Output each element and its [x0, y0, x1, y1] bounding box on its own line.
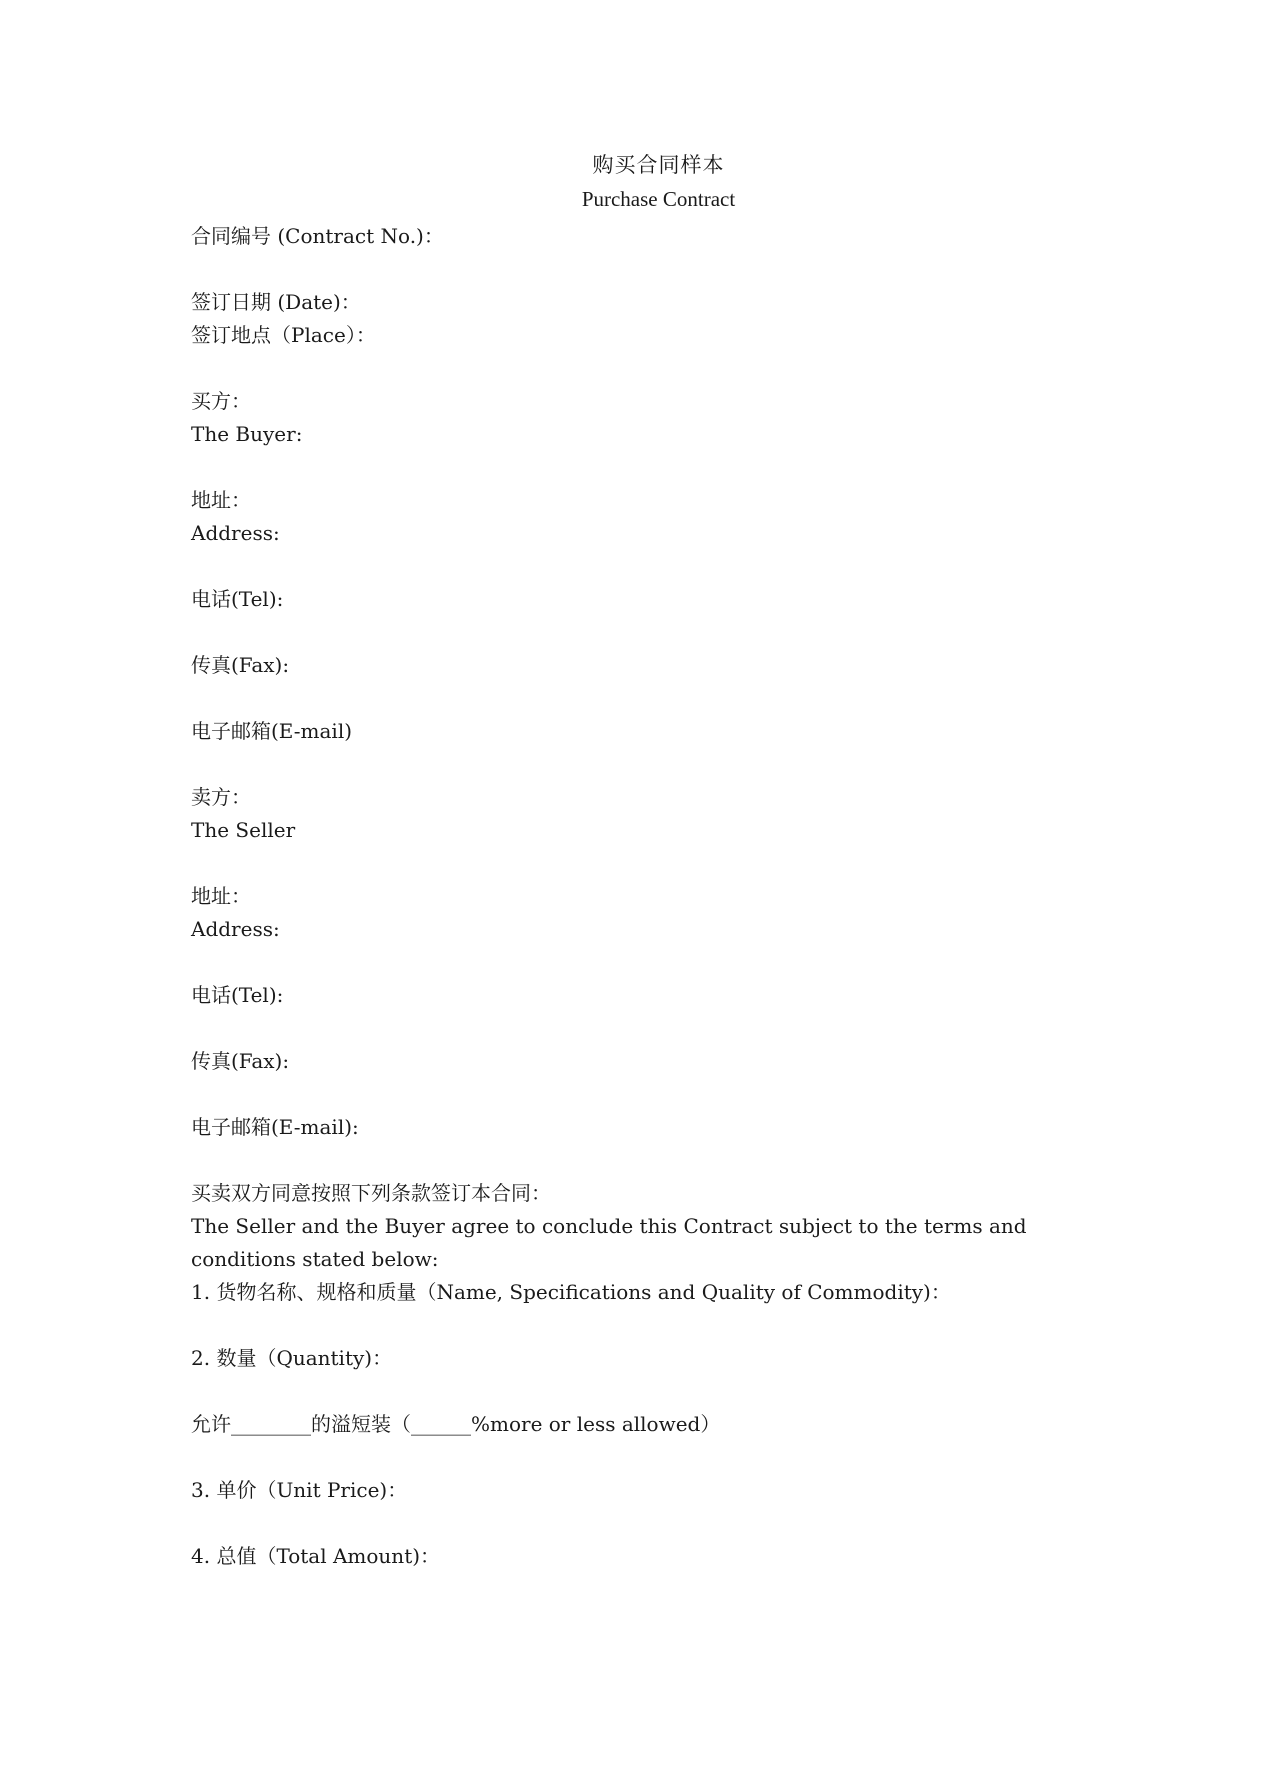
contract-body: [191, 220, 1091, 1573]
blank-line: [191, 352, 1091, 385]
blank-line: [191, 847, 1091, 880]
contract-line: 签订日期 (Date)：: [191, 290, 361, 314]
contract-line: 合同编号 (Contract No.)：: [191, 224, 444, 248]
contract-line: 电话(Tel):: [191, 983, 284, 1007]
contract-line: 允许________的溢短装（______%more or less allowed）: [191, 1412, 721, 1436]
contract-line: 电话(Tel):: [191, 587, 284, 611]
document-title-english: Purchase Contract: [581, 187, 736, 211]
contract-line: 买方：: [191, 389, 251, 413]
blank-line: [191, 1144, 1091, 1177]
contract-line: 1. 货物名称、规格和质量（Name, Specifications and Quality of Commodity)：: [191, 1280, 951, 1304]
blank-line: [191, 616, 1091, 649]
contract-line: The Buyer:: [191, 422, 303, 446]
document-title-chinese: 购买合同样本: [592, 153, 725, 177]
blank-line: [191, 451, 1091, 484]
blank-line: [191, 748, 1091, 781]
contract-line: 卖方：: [191, 785, 251, 809]
contract-line: The Seller and the Buyer agree to conclude this Contract subject to the terms and conditions stated below:: [191, 1214, 1027, 1271]
contract-line: 地址：: [191, 488, 251, 512]
contract-line: Address:: [191, 521, 280, 545]
blank-line: [191, 1012, 1091, 1045]
blank-line: [191, 946, 1091, 979]
blank-line: [191, 550, 1091, 583]
contract-line: 买卖双方同意按照下列条款签订本合同：: [191, 1181, 551, 1205]
blank-line: [191, 1507, 1091, 1540]
contract-line: Address:: [191, 917, 280, 941]
contract-line: 2. 数量（Quantity)：: [191, 1346, 393, 1370]
contract-line: 传真(Fax):: [191, 653, 290, 677]
contract-line: 签订地点（Place）：: [191, 323, 376, 347]
blank-line: [191, 1309, 1091, 1342]
contract-line: 电子邮箱(E-mail): [191, 719, 353, 743]
contract-line: 电子邮箱(E-mail):: [191, 1115, 359, 1139]
blank-line: [191, 682, 1091, 715]
contract-line: 4. 总值（Total Amount)：: [191, 1544, 441, 1568]
blank-line: [191, 1441, 1091, 1474]
blank-line: [191, 253, 1091, 286]
blank-line: [191, 1078, 1091, 1111]
contract-line: 3. 单价（Unit Price)：: [191, 1478, 408, 1502]
contract-line: 地址：: [191, 884, 251, 908]
blank-line: [191, 1375, 1091, 1408]
contract-line: 传真(Fax):: [191, 1049, 290, 1073]
contract-line: The Seller: [191, 818, 296, 842]
